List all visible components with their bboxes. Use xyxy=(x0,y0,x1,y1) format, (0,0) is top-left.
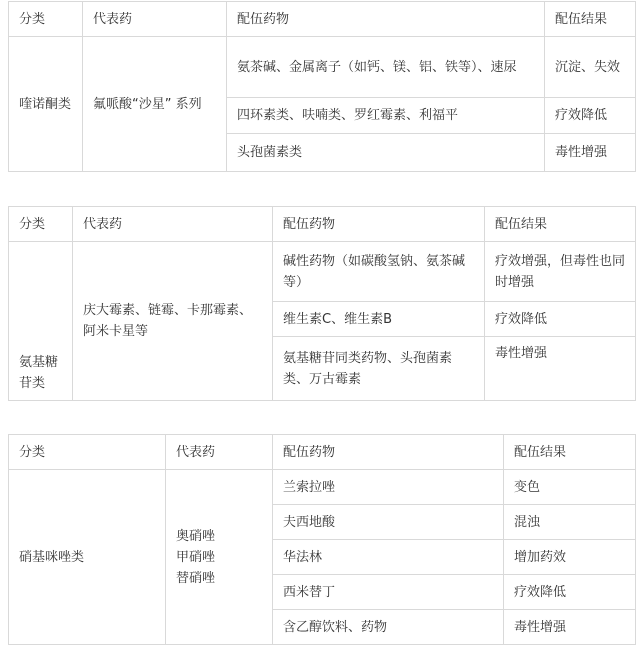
result-cell: 增加药效 xyxy=(504,540,636,575)
combo-cell: 碱性药物（如碳酸氢钠、氨茶碱等） xyxy=(273,242,485,302)
result-cell: 毒性增强 xyxy=(545,134,636,172)
result-cell: 毒性增强 xyxy=(485,337,636,401)
table-nitroimidazoles xyxy=(8,434,636,645)
header-combo: 配伍药物 xyxy=(273,207,485,242)
table-quinolones xyxy=(8,1,636,172)
header-combo: 配伍药物 xyxy=(227,2,545,37)
header-result: 配伍结果 xyxy=(485,207,636,242)
combo-cell: 华法林 xyxy=(273,540,504,575)
combo-cell: 四环素类、呋喃类、罗红霉素、利福平 xyxy=(227,98,545,134)
drug-cell xyxy=(166,470,273,645)
drug-cell: 氟哌酸“沙星” 系列 xyxy=(83,37,227,172)
category-cell: 氨基糖苷类 xyxy=(9,242,73,401)
drug-line: 奥硝唑 xyxy=(176,528,216,544)
header-category: 分类 xyxy=(9,435,166,470)
combo-cell: 兰索拉唑 xyxy=(273,470,504,505)
category-cell: 硝基咪唑类 xyxy=(9,470,166,645)
header-result: 配伍结果 xyxy=(504,435,636,470)
result-cell: 疗效降低 xyxy=(485,302,636,337)
table-header-row xyxy=(9,2,636,37)
table-row xyxy=(9,470,636,505)
header-category: 分类 xyxy=(9,2,83,37)
table-row xyxy=(9,37,636,98)
combo-cell: 氨茶碱、金属离子（如钙、镁、铝、铁等）、速尿 xyxy=(227,37,545,98)
header-drug: 代表药 xyxy=(83,2,227,37)
drug-cell: 庆大霉素、链霉、卡那霉素、阿米卡星等 xyxy=(73,242,273,401)
combo-cell: 含乙醇饮料、药物 xyxy=(273,610,504,645)
drug-line: 甲硝唑 xyxy=(176,549,216,565)
drug-line: 替硝唑 xyxy=(176,570,216,586)
combo-cell: 氨基糖苷同类药物、头孢菌素类、万古霉素 xyxy=(273,337,485,401)
header-drug: 代表药 xyxy=(166,435,273,470)
result-cell: 沉淀、失效 xyxy=(545,37,636,98)
header-result: 配伍结果 xyxy=(545,2,636,37)
result-cell: 毒性增强 xyxy=(504,610,636,645)
result-cell: 疗效增强，但毒性也同时增强 xyxy=(485,242,636,302)
combo-cell: 夫西地酸 xyxy=(273,505,504,540)
table-header-row xyxy=(9,207,636,242)
result-cell: 疗效降低 xyxy=(504,575,636,610)
combo-cell: 西米替丁 xyxy=(273,575,504,610)
header-category: 分类 xyxy=(9,207,73,242)
combo-cell: 维生素C、维生素B xyxy=(273,302,485,337)
table-row xyxy=(9,242,636,302)
result-cell: 变色 xyxy=(504,470,636,505)
table-aminoglycosides xyxy=(8,206,636,401)
header-drug: 代表药 xyxy=(73,207,273,242)
combo-cell: 头孢菌素类 xyxy=(227,134,545,172)
result-cell: 混浊 xyxy=(504,505,636,540)
category-cell: 喹诺酮类 xyxy=(9,37,83,172)
table-header-row xyxy=(9,435,636,470)
header-combo: 配伍药物 xyxy=(273,435,504,470)
result-cell: 疗效降低 xyxy=(545,98,636,134)
